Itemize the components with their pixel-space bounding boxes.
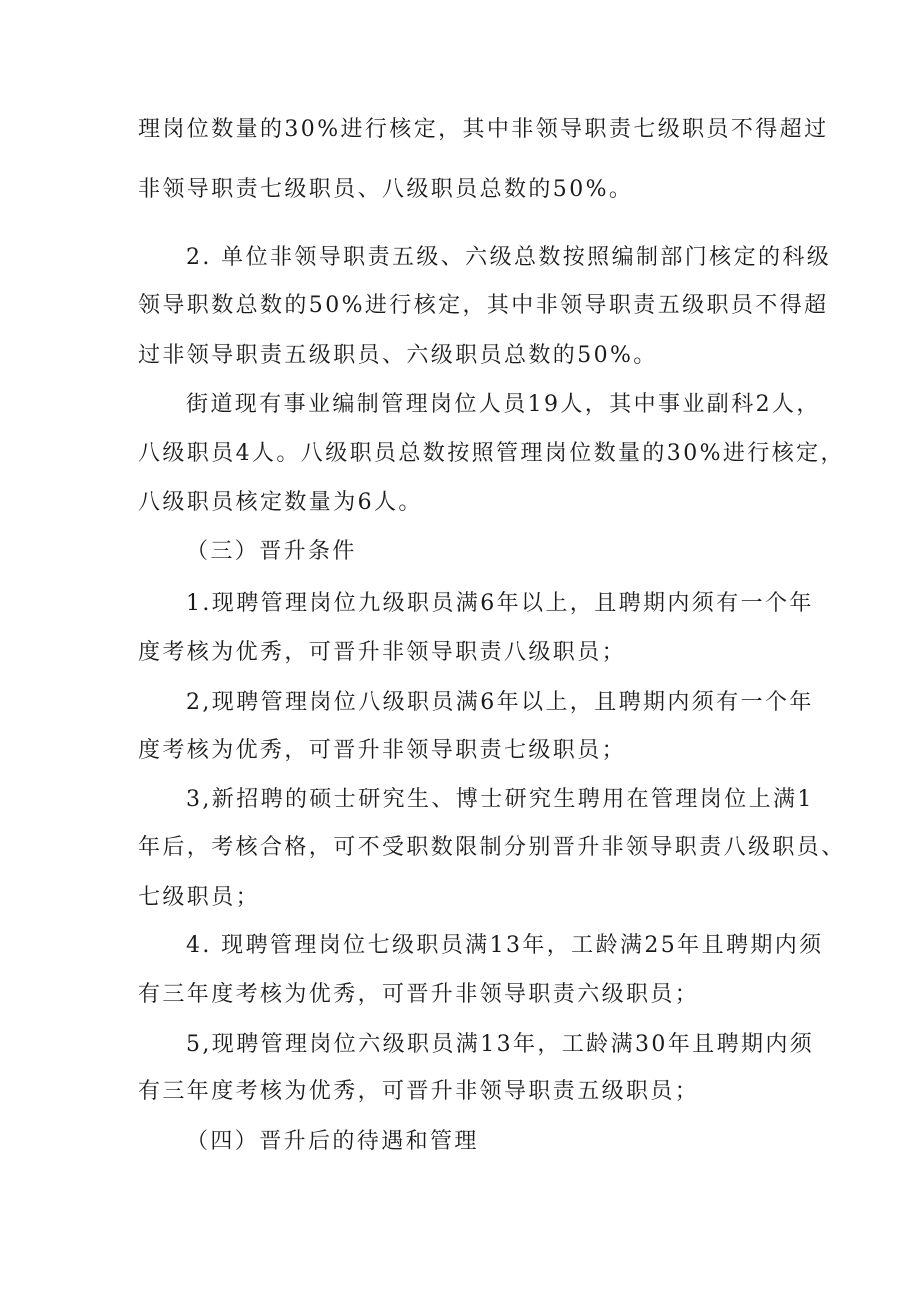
text-line: 度考核为优秀，可晋升非领导职责八级职员； [138, 640, 627, 665]
text-line: 八级职员核定数量为6人。 [138, 490, 423, 515]
text-line: 过非领导职责五级职员、六级职员总数的50%。 [138, 343, 658, 368]
text-line: 4. 现聘管理岗位七级职员满13年，工龄满25年且聘期内须 [186, 933, 824, 958]
text-line: 七级职员； [138, 885, 261, 910]
text-line: 有三年度考核为优秀，可晋升非领导职责六级职员； [138, 982, 700, 1007]
section-heading: （三）晋升条件 [186, 539, 357, 564]
text-line: 街道现有事业编制管理岗位人员19人，其中事业副科2人， [186, 392, 821, 417]
text-line: 年后，考核合格，可不受职数限制分别晋升非领导职责八级职员、 [138, 835, 846, 860]
text-line: 非领导职责七级职员、八级职员总数的50%。 [138, 177, 634, 202]
text-line: 5,现聘管理岗位六级职员满13年，工龄满30年且聘期内须 [186, 1032, 815, 1057]
text-line: 理岗位数量的30%进行核定，其中非领导职责七级职员不得超过 [138, 117, 829, 142]
text-line: 领导职数总数的50%进行核定，其中非领导职责五级职员不得超 [138, 293, 829, 318]
text-line: 2,现聘管理岗位八级职员满6年以上，且聘期内须有一个年 [186, 690, 814, 715]
text-line: 有三年度考核为优秀，可晋升非领导职责五级职员； [138, 1079, 700, 1104]
text-line: 度考核为优秀，可晋升非领导职责七级职员； [138, 738, 627, 763]
text-line: 3,新招聘的硕士研究生、博士研究生聘用在管理岗位上满1 [186, 787, 814, 812]
text-line: 2. 单位非领导职责五级、六级总数按照编制部门核定的科级 [186, 245, 832, 270]
text-line: 1.现聘管理岗位九级职员满6年以上，且聘期内须有一个年 [186, 591, 814, 616]
text-line: 八级职员4人。八级职员总数按照管理岗位数量的30%进行核定， [138, 441, 845, 466]
section-heading: （四）晋升后的待遇和管理 [186, 1129, 479, 1154]
